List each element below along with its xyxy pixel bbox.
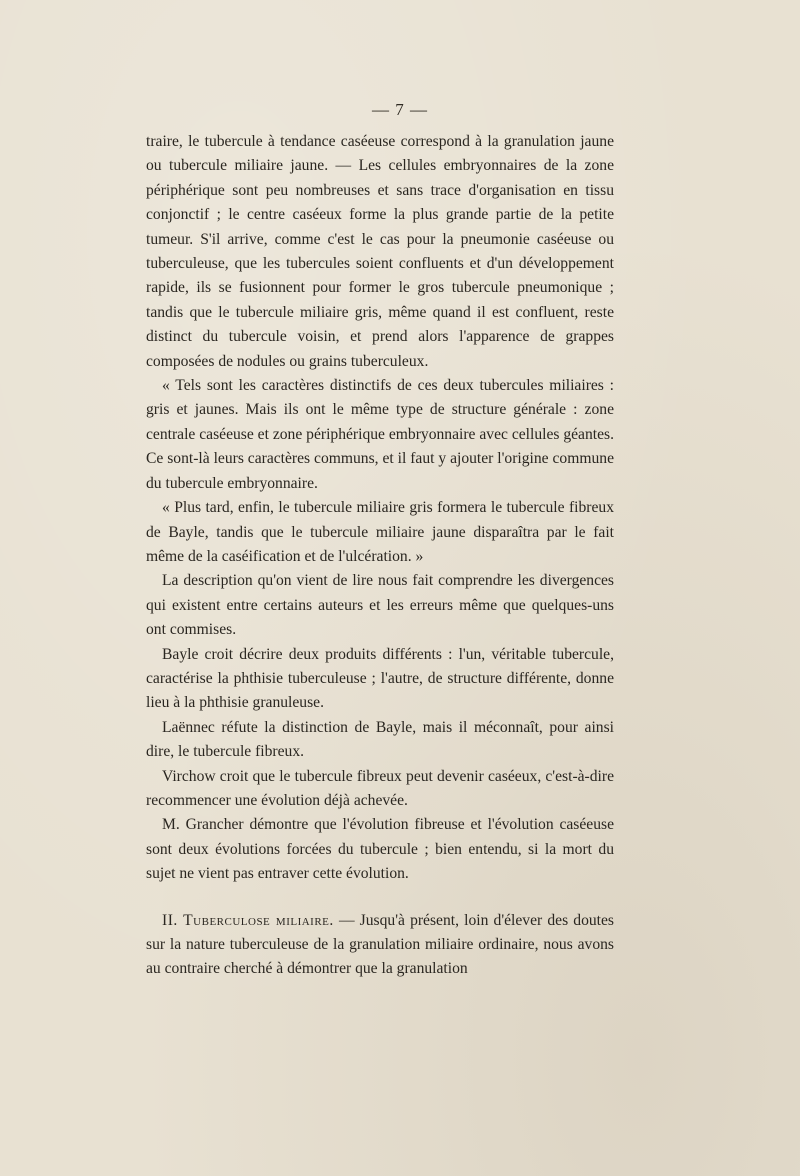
paragraph: Laënnec réfute la distinction de Bayle, mais il méconnaît, pour ainsi dire, le tubercule fibreux. xyxy=(146,718,614,761)
paragraph: « Tels sont les caractères distinctifs de ces deux tubercules miliaires : gris et jaunes. Mais ils ont le même type de structure générale : zone centrale caséeuse et zone périphérique embryonnaire avec cellules géantes. Ce sont-là leurs caractères communs, et il faut y ajouter l'origine commune du tubercule embryonnaire. xyxy=(146,377,614,492)
section-text: — Jusqu'à présent, loin d'élever des doutes sur la nature tuberculeuse de la granulation miliaire ordinaire, nous avons au contraire cherché à démontrer que la granulation xyxy=(146,911,614,978)
paragraph: M. Grancher démontre que l'évolution fibreuse et l'évolution caséeuse sont deux évolutions forcées du tubercule ; bien entendu, si la mort du sujet ne vient pas entraver cette évolution. xyxy=(146,816,614,883)
paragraph: Virchow croit que le tubercule fibreux peut devenir caséeux, c'est-à-dire recommencer une évolution déjà achevée. xyxy=(146,767,614,809)
section-paragraph xyxy=(146,909,614,982)
paragraph: « Plus tard, enfin, le tubercule miliaire gris formera le tubercule fibreux de Bayle, tandis que le tubercule miliaire jaune disparaîtra par le fait même de la caséification et de l'ulcération. » xyxy=(146,499,614,565)
paragraph: Bayle croit décrire deux produits différents : l'un, véritable tubercule, caractérise la phthisie tuberculeuse ; l'autre, de structure différente, donne lieu à la phthisie granuleuse. xyxy=(146,645,614,712)
body-text xyxy=(146,130,614,982)
paragraph: La description qu'on vient de lire nous fait comprendre les divergences qui existent entre certains auteurs et les erreurs même que quelques-uns ont commises. xyxy=(146,572,614,639)
page-number: — 7 — xyxy=(372,100,428,119)
section-heading: II. Tuberculose miliaire. xyxy=(162,911,334,929)
paragraph: traire, le tubercule à tendance caséeuse correspond à la granulation jaune ou tubercule miliaire jaune. — Les cellules embryonnaires de la zone périphérique sont peu nombreuses et sans trace d'organisation en tissu conjonctif ; le centre caséeux forme la plus grande partie de la petite tumeur. S'il arrive, comme c'est le cas pour la pneumonie caséeuse ou tuberculeuse, que les tubercules soient confluents et d'un développement rapide, ils se fusionnent pour former le gros tubercule pneumonique ; tandis que le tubercule miliaire gris, même quand il est confluent, reste distinct du tubercule voisin, et prend alors l'apparence de grappes composées de nodules ou grains tuberculeux. xyxy=(146,133,614,370)
